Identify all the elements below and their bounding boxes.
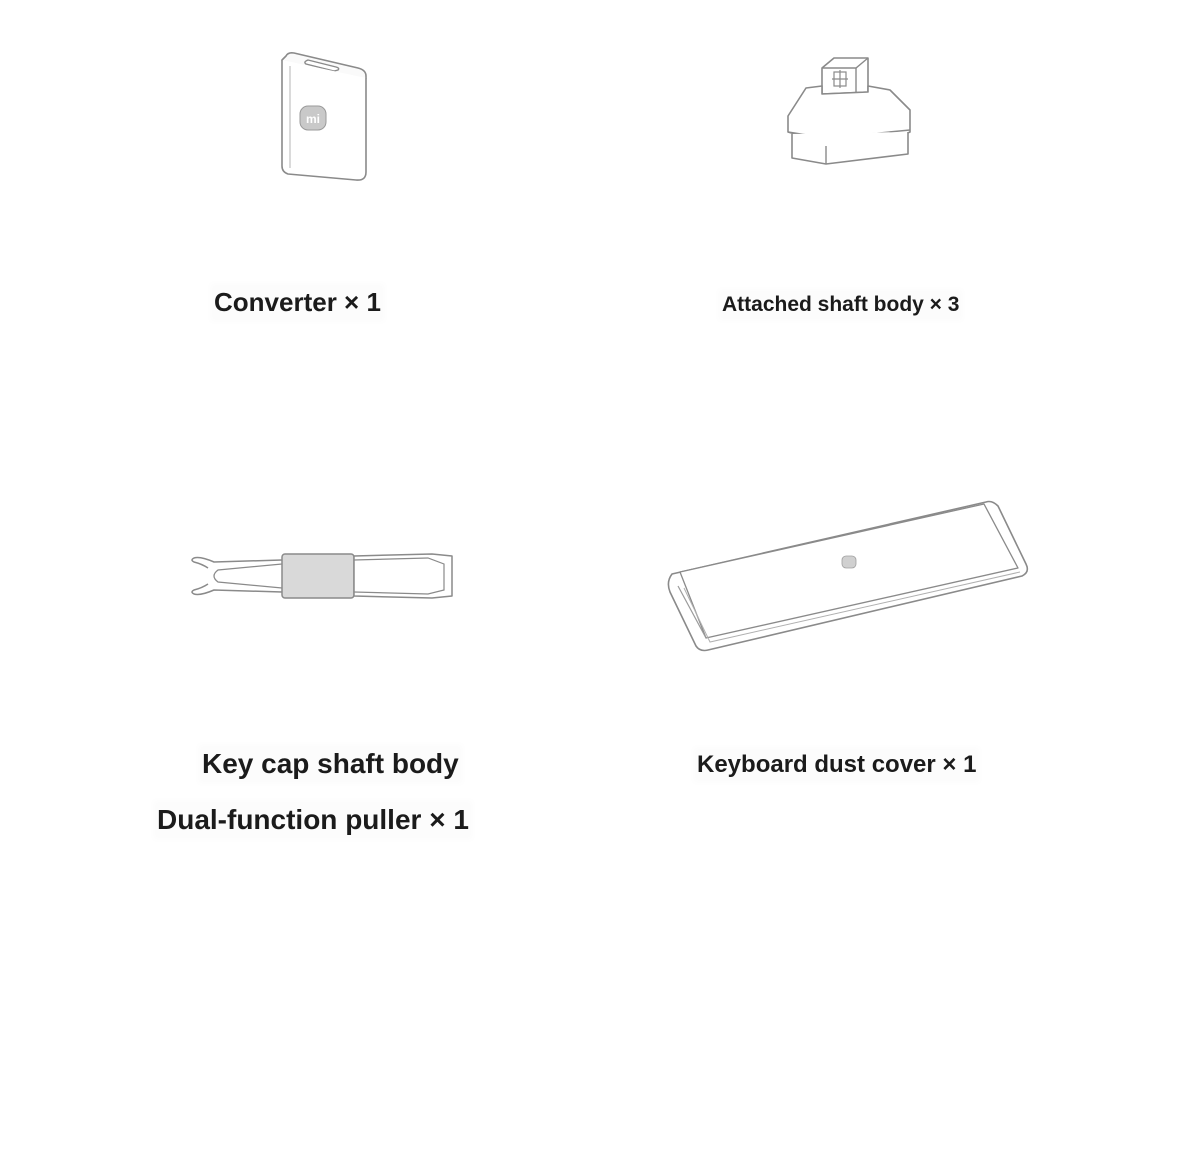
converter-icon xyxy=(276,48,372,184)
converter-label: Converter × 1 xyxy=(214,287,381,317)
puller-label-line2: Dual-function puller × 1 xyxy=(157,804,469,835)
attached-shaft-label: Attached shaft body × 3 xyxy=(722,293,960,316)
dust-cover-icon xyxy=(664,496,1034,656)
puller-tool-icon xyxy=(188,546,460,606)
svg-text:mi: mi xyxy=(305,112,321,126)
puller-label-line1: Key cap shaft body xyxy=(202,748,459,779)
switch-shaft-icon xyxy=(786,54,916,170)
dust-cover-label: Keyboard dust cover × 1 xyxy=(697,751,977,778)
